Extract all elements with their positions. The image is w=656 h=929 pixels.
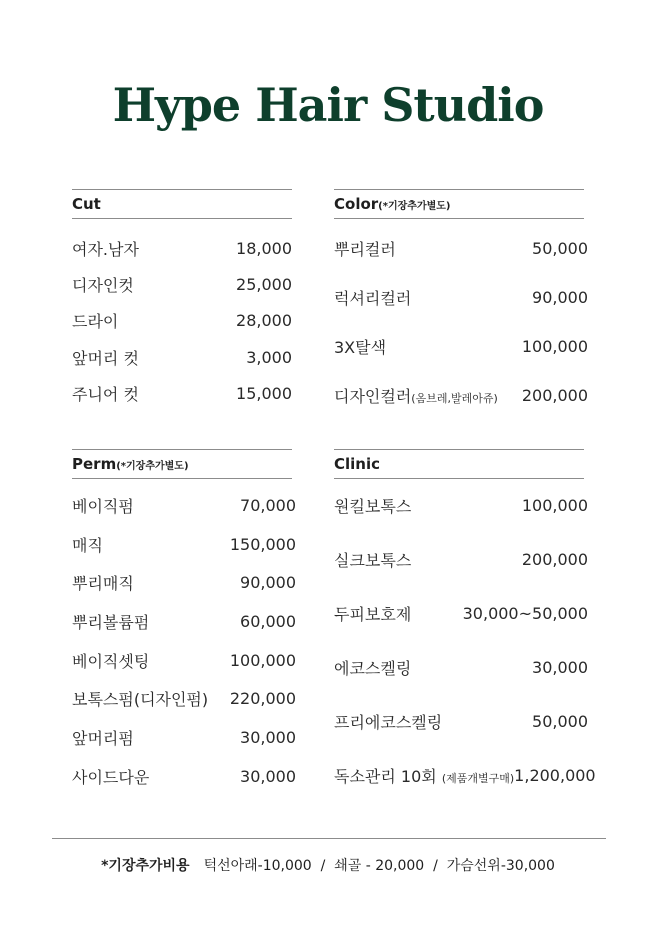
item-note: (제품개별구매) xyxy=(441,772,515,785)
item-price: 1,200,000 xyxy=(514,766,596,785)
item-name: 주니어 컷 xyxy=(72,385,139,404)
item-name: 디자인컷 xyxy=(72,276,134,295)
color-section xyxy=(334,189,588,406)
item-price: 30,000 xyxy=(532,658,588,677)
menu-item xyxy=(334,656,588,679)
item-price: 50,000 xyxy=(532,712,588,731)
item-name: 뿌리컬러 xyxy=(334,240,396,259)
item-name: 보톡스펌(디자인펌) xyxy=(72,690,209,709)
menu-item xyxy=(72,309,292,332)
item-price: 150,000 xyxy=(229,535,296,554)
menu-item xyxy=(72,273,292,296)
clinic-section xyxy=(334,449,596,786)
item-name: 앞머리 컷 xyxy=(72,349,139,368)
item-name: 앞머리펌 xyxy=(72,729,134,748)
color-note: (*기장추가별도) xyxy=(378,201,451,212)
item-price: 15,000 xyxy=(236,384,292,403)
item-price: 100,000 xyxy=(521,337,588,356)
item-note: (옴브레,발레아쥬) xyxy=(411,392,498,405)
item-name: 원킬보톡스 xyxy=(334,497,412,516)
item-name: 사이드다운 xyxy=(72,768,150,787)
menu-item xyxy=(334,548,588,571)
perm-section xyxy=(72,449,296,787)
item-price: 25,000 xyxy=(236,275,292,294)
item-price: 90,000 xyxy=(532,288,588,307)
menu-item xyxy=(72,610,296,633)
menu-item xyxy=(72,726,296,749)
color-heading: Color(*기장추가별도) xyxy=(334,189,584,219)
studio-title: Hype Hair Studio xyxy=(112,78,544,132)
menu-item xyxy=(334,335,588,358)
item-name: 독소관리 10회 xyxy=(334,767,437,786)
item-name: 3X탈색 xyxy=(334,338,387,357)
item-price: 100,000 xyxy=(229,651,296,670)
item-price: 70,000 xyxy=(240,496,296,515)
menu-item xyxy=(72,494,296,517)
menu-item xyxy=(72,237,292,260)
clinic-heading: Clinic xyxy=(334,449,584,479)
item-price: 220,000 xyxy=(229,689,296,708)
menu-item xyxy=(72,571,296,594)
item-name: 에코스켈링 xyxy=(334,659,412,678)
item-name: 뿌리볼륨펌 xyxy=(72,613,150,632)
item-price: 100,000 xyxy=(521,496,588,515)
item-name: 뿌리매직 xyxy=(72,574,134,593)
item-price: 18,000 xyxy=(236,239,292,258)
menu-item xyxy=(334,237,588,260)
menu-item xyxy=(334,710,588,733)
item-price: 28,000 xyxy=(236,311,292,330)
item-price: 50,000 xyxy=(532,239,588,258)
item-name: 디자인컬러 xyxy=(334,387,412,406)
item-price: 200,000 xyxy=(521,386,588,405)
menu-item xyxy=(72,346,292,369)
menu-item xyxy=(334,286,588,309)
item-name: 베이직펌 xyxy=(72,497,134,516)
footer-label: *기장추가비용 xyxy=(101,858,190,874)
item-price: 30,000 xyxy=(240,767,296,786)
menu-item xyxy=(334,602,588,625)
menu-item xyxy=(72,382,292,405)
menu-item xyxy=(334,764,596,787)
menu-item xyxy=(334,384,588,407)
item-name: 두피보호제 xyxy=(334,605,412,624)
menu-item xyxy=(72,687,296,710)
footer-text: 턱선아래-10,000 / 쇄골 - 20,000 / 가슴선위-30,000 xyxy=(203,858,555,874)
perm-note: (*기장추가별도) xyxy=(116,461,189,472)
item-name: 프리에코스켈링 xyxy=(334,713,443,732)
footer-note xyxy=(0,855,656,875)
menu-item xyxy=(72,765,296,788)
item-name: 여자.남자 xyxy=(72,240,139,259)
item-name: 드라이 xyxy=(72,312,119,331)
item-name: 실크보톡스 xyxy=(334,551,412,570)
item-price: 200,000 xyxy=(521,550,588,569)
cut-section xyxy=(72,189,292,404)
item-price: 60,000 xyxy=(240,612,296,631)
item-price: 30,000 xyxy=(240,728,296,747)
footer-divider xyxy=(52,838,606,839)
item-name: 베이직셋팅 xyxy=(72,652,150,671)
menu-item xyxy=(72,533,296,556)
item-price: 90,000 xyxy=(240,573,296,592)
item-price: 30,000~50,000 xyxy=(462,604,588,623)
menu-item xyxy=(72,649,296,672)
cut-heading: Cut xyxy=(72,189,292,219)
item-name: 매직 xyxy=(72,536,103,555)
item-price: 3,000 xyxy=(246,348,292,367)
menu-item xyxy=(334,494,588,517)
item-name: 럭셔리컬러 xyxy=(334,289,412,308)
perm-heading: Perm(*기장추가별도) xyxy=(72,449,292,479)
